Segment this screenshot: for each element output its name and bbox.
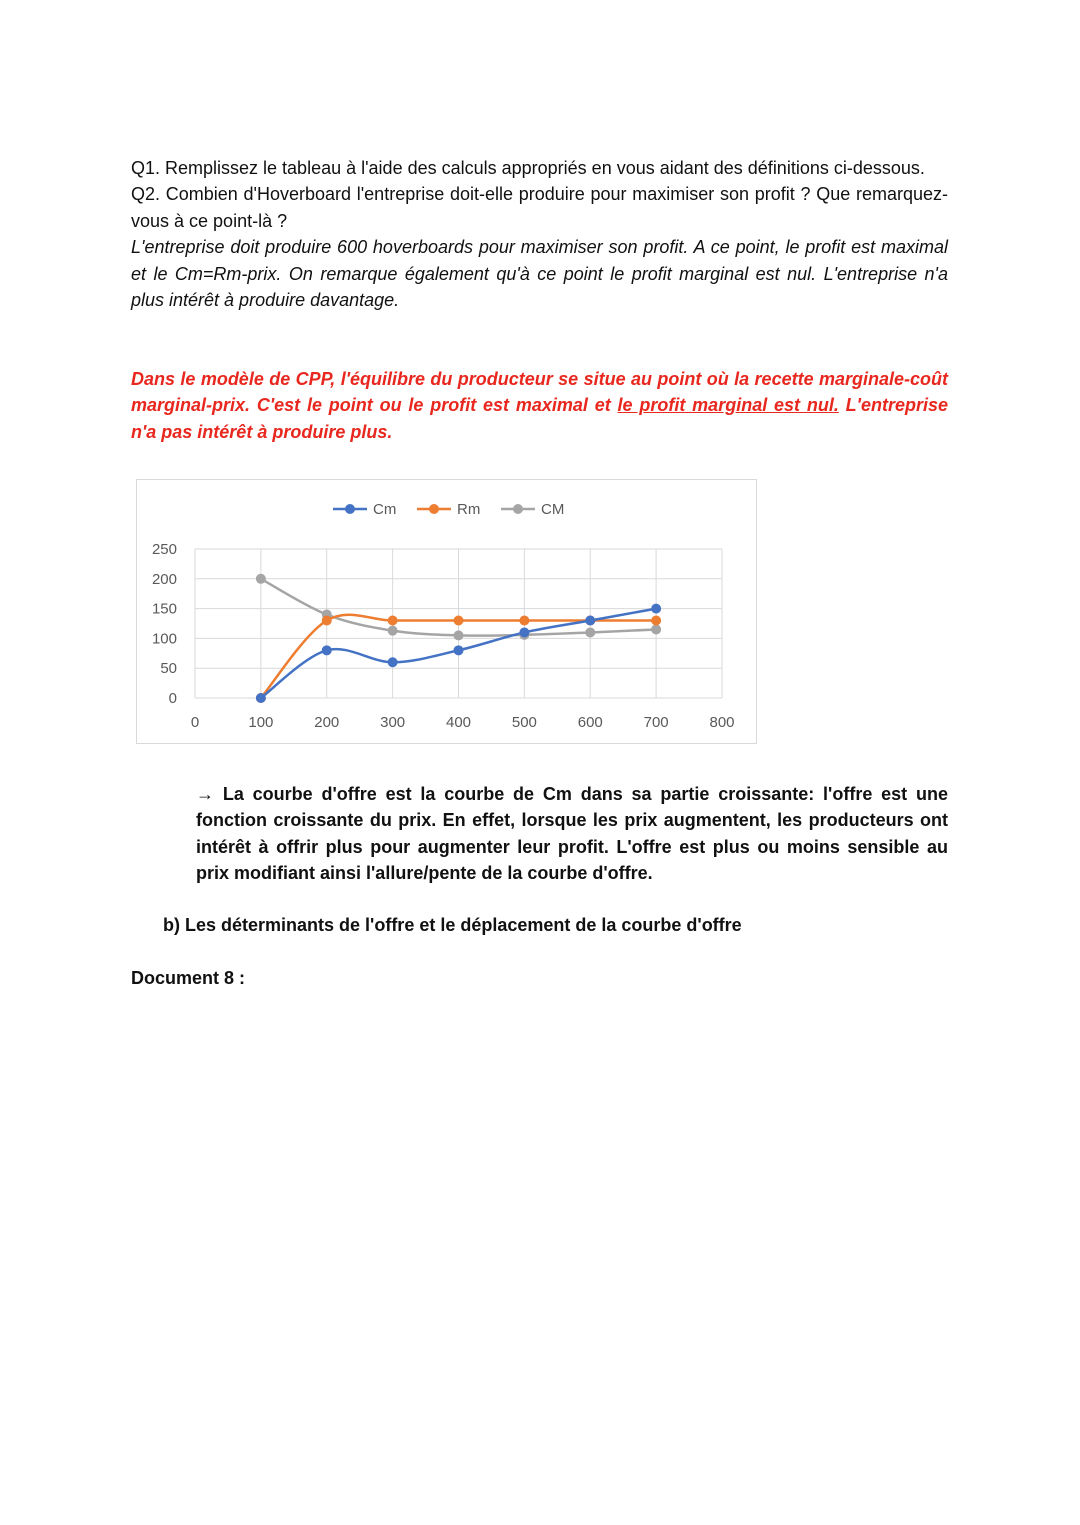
legend-label-rm: Rm xyxy=(457,501,481,518)
data-point-cm xyxy=(322,645,332,655)
x-tick-label: 200 xyxy=(314,714,340,731)
data-point-rm xyxy=(322,616,332,626)
question-1: Q1. Remplissez le tableau à l'aide des calculs appropriés en vous aidant des définitions ci-dessous. xyxy=(131,158,925,178)
question-2-answer: L'entreprise doit produire 600 hoverboards pour maximiser son profit. A ce point, le profit est maximal et le Cm=Rm-prix. On remarque également qu'à ce point le profit marginal est nul. L'entreprise n'a plus intérêt à produire davantage. xyxy=(131,237,948,311)
y-tick-label: 50 xyxy=(160,660,177,678)
data-point-cm xyxy=(454,630,464,640)
questions-block xyxy=(131,155,948,313)
data-point-cm xyxy=(454,645,464,655)
data-point-cm xyxy=(519,627,529,637)
section-b-heading: b) Les déterminants de l'offre et le déplacement de la courbe d'offre xyxy=(163,915,742,935)
data-point-cm xyxy=(256,574,266,584)
data-point-rm xyxy=(519,616,529,626)
legend-label-cm: CM xyxy=(541,501,565,518)
legend-marker-cm xyxy=(345,504,355,514)
x-tick-label: 500 xyxy=(511,714,537,731)
conclusion-text-1: Dans le modèle de CPP, l'équilibre du producteur se situe au point où la recette marginale-coût marginal-prix. C'est le point ou le profit est maximal et xyxy=(131,369,948,416)
y-tick-label: 200 xyxy=(151,570,177,588)
legend-label-cm: Cm xyxy=(373,501,397,518)
data-point-rm xyxy=(454,616,464,626)
data-point-cm xyxy=(585,627,595,637)
y-tick-label: 100 xyxy=(151,630,177,648)
conclusion-text-2: L'entreprise n'a pas intérêt à produire plus. xyxy=(131,395,948,442)
x-tick-label: 0 xyxy=(190,714,200,731)
chart-svg xyxy=(137,480,758,745)
conclusion-paragraph xyxy=(131,366,948,445)
supply-curve-explanation: → La courbe d'offre est la courbe de Cm dans sa partie croissante: l'offre est une fonction croissante du prix. En effet, lorsque les prix augmentent, les producteurs ont intérêt à offrir plus pour augmenter leur profit. L'offre est plus ou moins sensible au prix modifiant ainsi l'allure/pente de la courbe d'offre. xyxy=(196,784,948,884)
data-point-cm xyxy=(388,626,398,636)
x-tick-label: 300 xyxy=(380,714,406,731)
data-point-cm xyxy=(651,604,661,614)
conclusion-underlined: le profit marginal est nul. xyxy=(617,395,839,416)
y-tick-label: 250 xyxy=(151,541,177,558)
x-tick-label: 100 xyxy=(248,714,274,731)
legend-marker-rm xyxy=(429,504,439,514)
data-point-cm xyxy=(256,693,266,703)
data-point-rm xyxy=(388,616,398,626)
y-tick-label: 150 xyxy=(151,600,177,618)
x-tick-label: 600 xyxy=(577,714,603,731)
data-point-cm xyxy=(388,657,398,667)
x-tick-label: 700 xyxy=(643,714,669,731)
x-tick-label: 400 xyxy=(445,714,472,731)
document-8-label: Document 8 : xyxy=(131,968,246,988)
data-point-rm xyxy=(651,616,661,626)
cost-revenue-chart xyxy=(136,479,757,744)
x-tick-label: 800 xyxy=(709,714,735,731)
data-point-cm xyxy=(585,616,595,626)
question-2: Q2. Combien d'Hoverboard l'entreprise doit-elle produire pour maximiser son profit ? Que remarquez-vous à ce point-là ? xyxy=(131,184,948,231)
legend-marker-cm xyxy=(513,504,523,514)
y-tick-label: 0 xyxy=(168,690,177,707)
data-point-cm xyxy=(651,624,661,634)
